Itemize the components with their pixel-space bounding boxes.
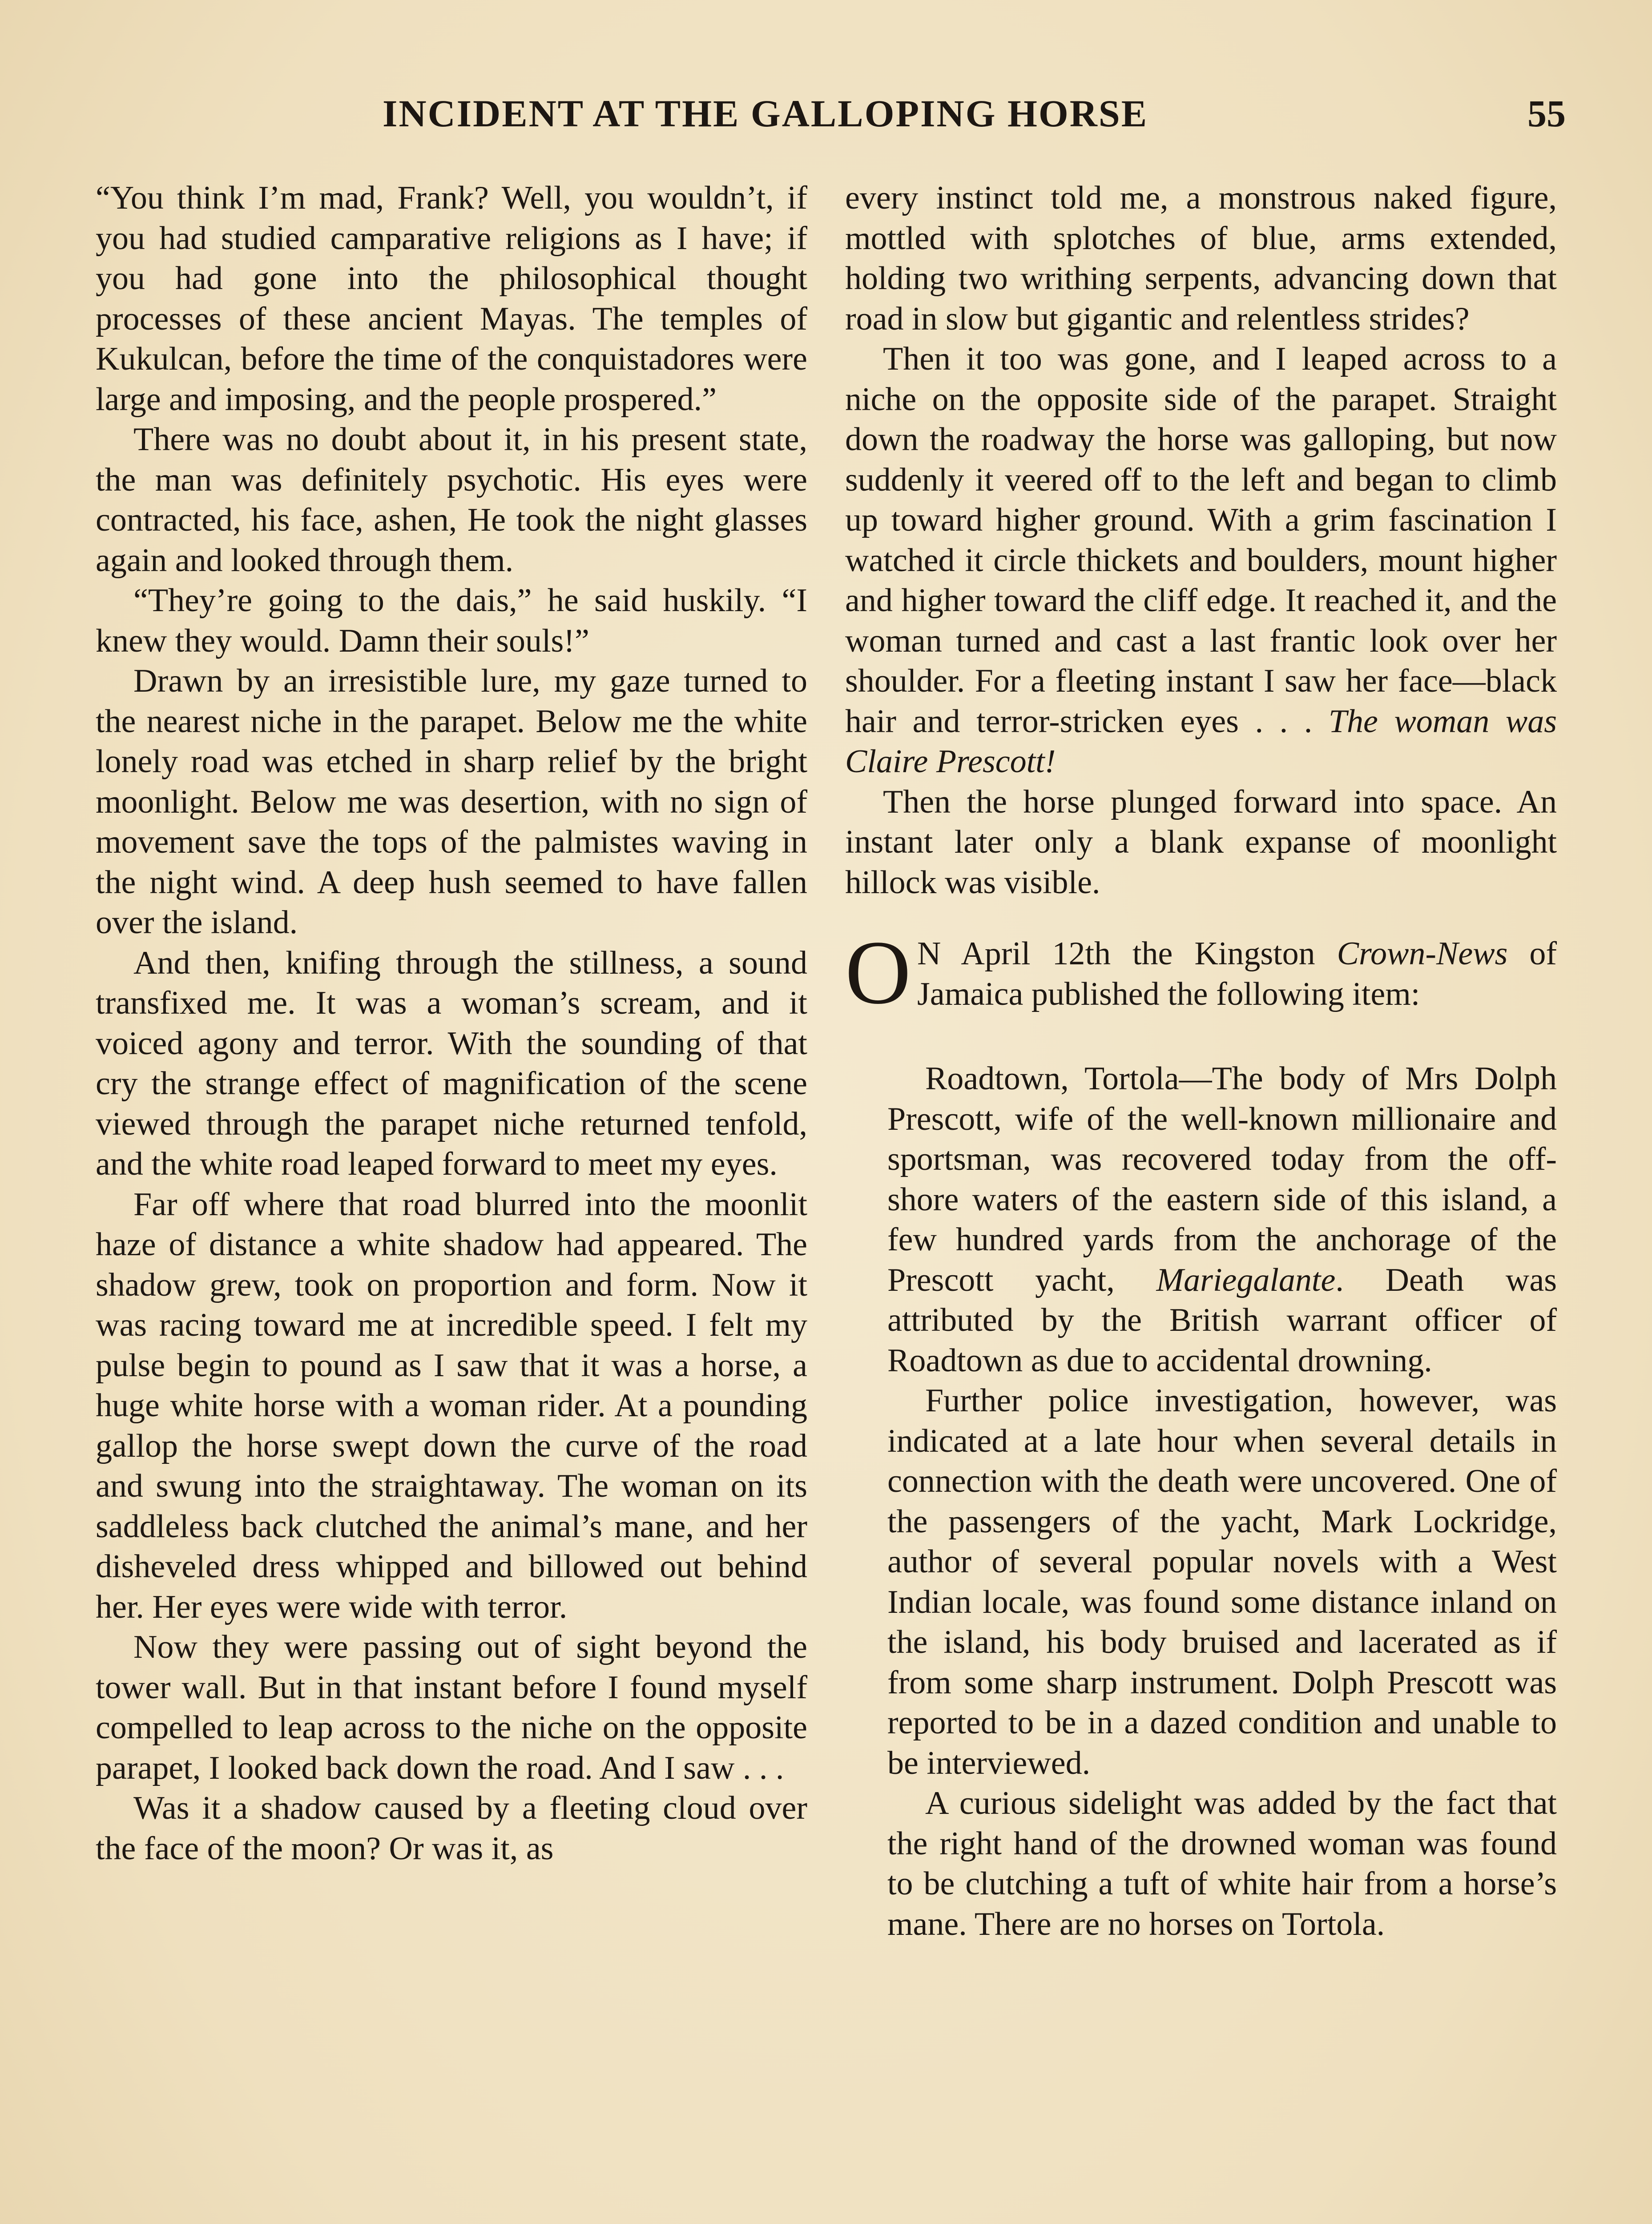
- paragraph-text: . Death was attributed by the British warrant officer of Roadtown as due to accidental drowning.: [887, 1261, 1557, 1379]
- italic-text: The woman was Claire Prescott!: [845, 703, 1557, 780]
- paragraph: Drawn by an irresistible lure, my gaze turned to the nearest niche in the parapet. Below me the white lonely road was etched in sharp relief by the bright moonlight. Below me was desertion, with no sign of movement save the tops of the palmistes waving in the night wind. A deep hush seemed to have fallen over the island.: [96, 663, 807, 941]
- yacht-name: Mariegalante: [1156, 1261, 1336, 1298]
- paragraph: Far off where that road blurred into the moonlit haze of distance a white shadow had appeared. The shadow grew, took on proportion and form. Now it was racing toward me at incredible speed. I felt my pulse begin to pound as I saw that it was a horse, a huge white horse with a woman rider. At a pounding gallop the horse swept down the curve of the road and swung into the straightaway. The woman on its saddleless back clutched the animal’s mane, and her disheveled dress whipped and billowed out behind her. Her eyes were wide with terror.: [96, 1186, 807, 1625]
- paragraph: [887, 1059, 1557, 1381]
- paragraph: And then, knifing through the stillness, a sound transfixed me. It was a woman’s scream, and it voiced agony and terror. With the sounding of that cry the strange effect of magnification of the scene viewed through the parapet niche returned tenfold, and the white road leaped forward to meet my eyes.: [96, 944, 807, 1182]
- left-column: [96, 178, 807, 1869]
- paragraph: There was no doubt about it, in his present state, the man was definitely psychotic. His eyes were contracted, his face, ashen, He took the night glasses again and looked through them.: [96, 421, 807, 579]
- right-column: [845, 178, 1557, 1944]
- paragraph: Was it a shadow caused by a fleeting cloud over the face of the moon? Or was it, as: [96, 1790, 807, 1867]
- news-item-quote: [845, 1059, 1557, 1944]
- paragraph-text: Then it too was gone, and I leaped across to a niche on the opposite side of the parapet. Straight down the roadway the horse was galloping, but now suddenly it veered off to the left and began to climb up toward higher ground. With a grim fascination I watched it circle thickets and boulders, mount higher and higher toward the cliff edge. It reached it, and the woman turned and cast a last frantic look over her shoulder. For a fleeting instant I saw her face—black hair and terror-stricken eyes . . .: [845, 341, 1557, 740]
- paragraph-text: Roadtown, Tortola—The body of Mrs Dolph Prescott, wife of the well-known millionaire and sportsman, was recovered today from the off-shore waters of the eastern side of this island, a few hundred yards from the anchorage of the Prescott yacht,: [887, 1060, 1557, 1298]
- page-header: [383, 91, 1566, 140]
- paragraph: Further police investigation, however, was indicated at a late hour when several details in connection with the death were uncovered. One of the passengers of the yacht, Mark Lockridge, author of several popular novels with a West Indian locale, was found some distance inland on the island, his body bruised and lacerated as if from some sharp instrument. Dolph Prescott was reported to be in a dazed condition and unable to be interviewed.: [887, 1382, 1557, 1781]
- paragraph-text: of Jamaica published the following item:: [917, 935, 1557, 1012]
- section-opening-paragraph: [845, 922, 1557, 1023]
- paragraph-text: N April 12th the Kingston: [917, 935, 1337, 972]
- page-number: 55: [1527, 92, 1566, 135]
- newspaper-name: Crown-News: [1337, 935, 1508, 972]
- running-title: INCIDENT AT THE GALLOPING HORSE: [383, 92, 1148, 135]
- paragraph: Then the horse plunged forward into space. An instant later only a blank expanse of moonlight hillock was visible.: [845, 783, 1557, 901]
- paragraph: every instinct told me, a monstrous naked figure, mottled with splotches of blue, arms extended, holding two writhing serpents, advancing down that road in slow but gigantic and relentless strides?: [845, 180, 1557, 337]
- drop-cap: O: [845, 922, 911, 1023]
- paragraph: “You think I’m mad, Frank? Well, you wouldn’t, if you had studied camparative religions as I have; if you had gone into the philosophical thought processes of these ancient Mayas. The temples of Kukulcan, before the time of the conquistadores were large and imposing, and the people prospered.”: [96, 180, 807, 418]
- paragraph: “They’re going to the dais,” he said huskily. “I knew they would. Damn their souls!”: [96, 582, 807, 659]
- paragraph: A curious sidelight was added by the fact that the right hand of the drowned woman was found to be clutching a tuft of white hair from a horse’s mane. There are no horses on Tortola.: [887, 1785, 1557, 1942]
- paragraph: [845, 339, 1557, 782]
- paragraph: Now they were passing out of sight beyond the tower wall. But in that instant before I found myself compelled to leap across to the niche on the opposite parapet, I looked back down the road. And I saw . . .: [96, 1629, 807, 1786]
